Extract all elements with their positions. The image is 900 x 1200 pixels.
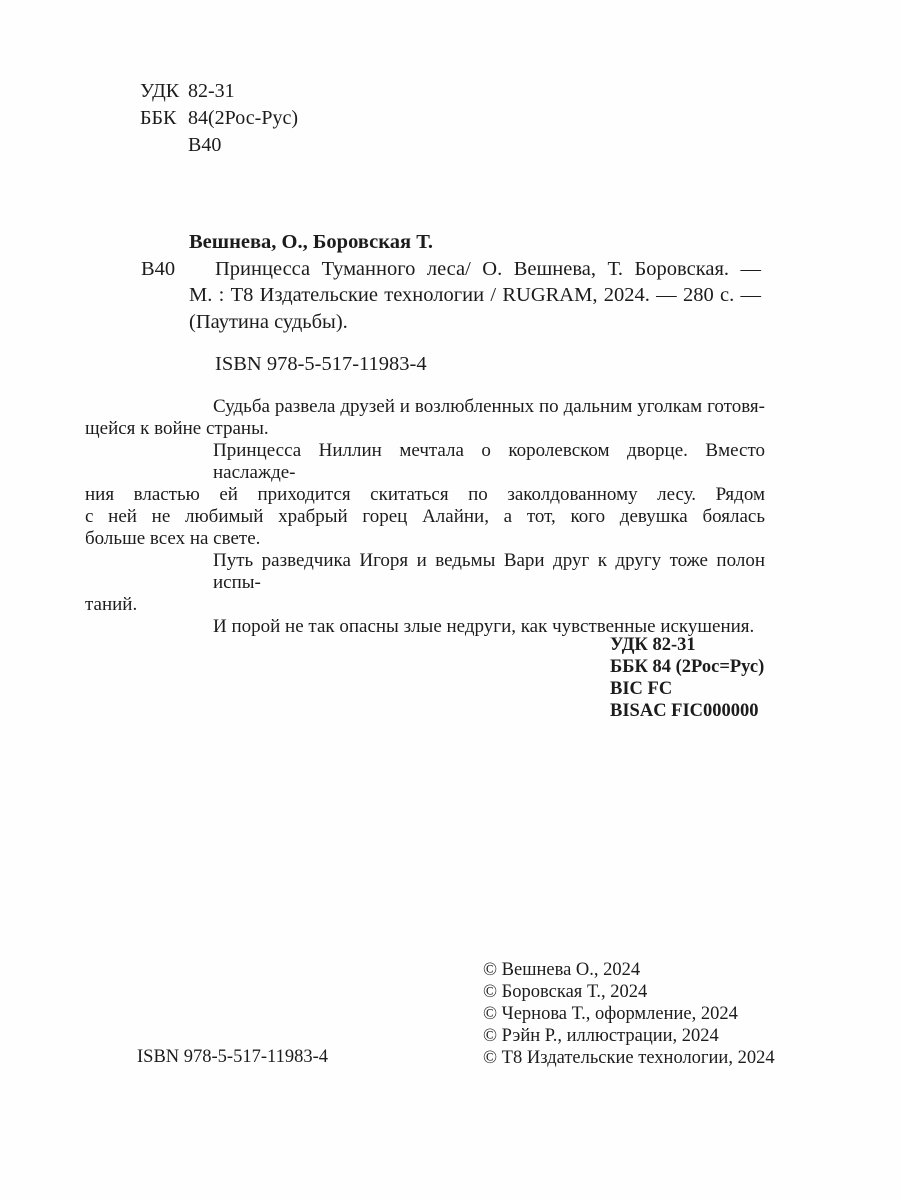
- annotation-line: таний.: [85, 594, 138, 615]
- bottom-isbn-line: ISBN 978-5-517-11983-4: [137, 1047, 328, 1067]
- copyright-list: [483, 959, 775, 1069]
- author-sign-card: В40: [141, 257, 176, 280]
- copyright-line: © Вешнева О., 2024: [483, 960, 641, 980]
- copyright-line: © Боровская Т., 2024: [483, 982, 648, 1002]
- udc-value: 82-31: [188, 80, 235, 102]
- annotation-block: [85, 396, 765, 638]
- empty-cell: [140, 132, 188, 159]
- udc-label: УДК: [140, 80, 180, 102]
- code-line: ББК 84 (2Рос=Рус): [610, 657, 765, 677]
- bbk-label: ББК: [140, 107, 177, 129]
- copyright-line: © Чернова Т., оформление, 2024: [483, 1004, 738, 1024]
- copyright-line: © Рэйн Р., иллюстрации, 2024: [483, 1026, 719, 1046]
- authors-line: Вешнева, О., Боровская Т.: [189, 231, 433, 253]
- annotation-line: И порой не так опасны злые недруги, как чувственные искушения.: [213, 616, 755, 637]
- catalogue-card: [140, 229, 762, 378]
- copyright-line: © Т8 Издательские технологии, 2024: [483, 1048, 775, 1068]
- annotation-line: с ней не любимый храбрый горец Алайни, а тот, кого девушка боялась: [85, 506, 765, 527]
- annotation-paragraph: [85, 550, 765, 616]
- annotation-line: больше всех на свете.: [85, 528, 261, 549]
- code-line: УДК 82-31: [610, 635, 696, 655]
- bibliographic-description: [189, 256, 761, 336]
- annotation-paragraph: [85, 396, 765, 440]
- annotation-line: Принцесса Ниллин мечтала о королевском дворце. Вместо наслажде-: [213, 440, 765, 483]
- annotation-line: Судьба развела друзей и возлюбленных по дальним уголкам готовя-: [213, 396, 765, 417]
- code-line: BIC FC: [610, 679, 673, 699]
- description-line: Принцесса Туманного леса/ О. Вешнева, Т. Боровская. —: [215, 257, 761, 280]
- description-line: (Паутина судьбы).: [189, 310, 348, 333]
- bbk-value: 84(2Рос-Рус): [188, 107, 298, 129]
- annotation-line: ния властью ей приходится скитаться по заколдованному лесу. Рядом: [85, 484, 765, 505]
- author-sign-top: В40: [188, 134, 222, 156]
- annotation-line: Путь разведчика Игоря и ведьмы Вари друг к другу тоже полон испы-: [213, 550, 765, 593]
- isbn-line: ISBN 978-5-517-11983-4: [215, 353, 427, 375]
- description-wrap: [140, 256, 762, 336]
- code-line: BISAC FIC000000: [610, 701, 759, 721]
- classification-codes-block: [610, 634, 764, 722]
- description-line: М. : Т8 Издательские технологии / RUGRAM, 2024. — 280 с. —: [189, 284, 761, 306]
- annotation-paragraph: [85, 440, 765, 550]
- top-classification-block: [140, 78, 298, 159]
- annotation-line: щейся к войне страны.: [85, 418, 269, 439]
